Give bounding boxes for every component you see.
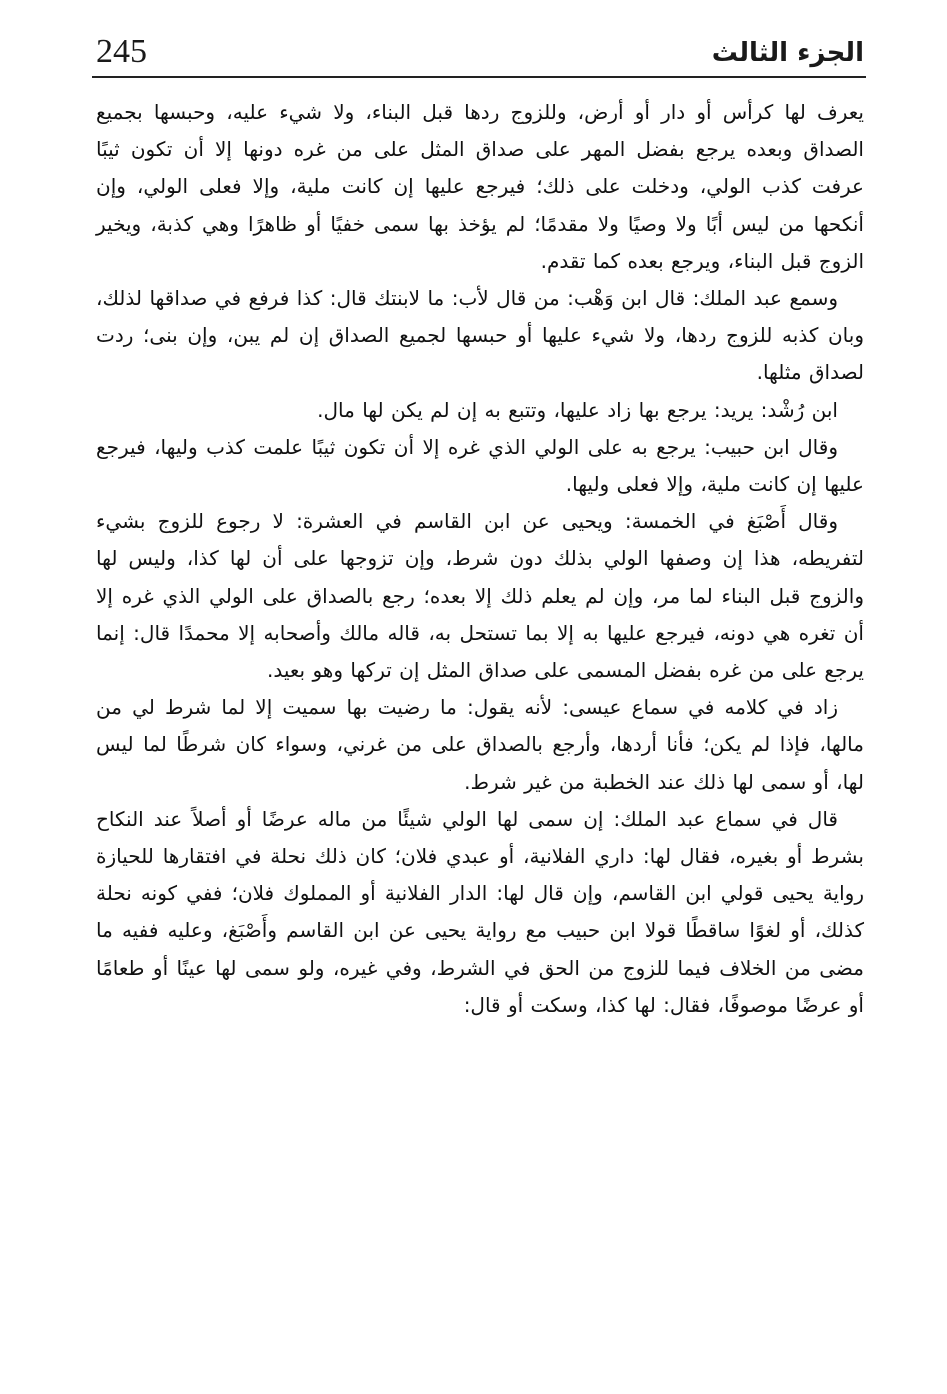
paragraph: يعرف لها كرأس أو دار أو أرض، وللزوج ردها قبل البناء، ولا شيء عليه، وحبسها بجميع الصداق وبعده يرجع بفضل المهر على صداق المثل على من غره دونها إلا أن تكون ثيبًا عرفت كذب الولي، ودخلت على ذلك؛ فيرجع عليها إن كانت ملية، وإلا فعلى الولي، وإن أنكحها من ليس أبًا ولا وصيًا ولا مقدمًا؛ لم يؤخذ بها سمى خفيًا أو ظاهرًا وهي كذبة، ويخير الزوج قبل البناء، ويرجع بعده كما تقدم. [96,100,864,273]
page-header [96,28,864,74]
paragraph: قال في سماع عبد الملك: إن سمى لها الولي شيئًا من ماله عرضًا أو أصلاً عند النكاح بشرط أو بغيره، فقال لها: داري الفلانية، أو عبدي فلان؛ كان ذلك نحلة في افتقارها للحيازة رواية يحيى قولي ابن القاسم، وإن قال لها: الدار الفلانية أو المملوك فلان؛ ففي كونه نحلة كذلك، أو لغوًا ساقطًا قولا ابن حبيب مع رواية يحيى عن ابن القاسم وأَصْبَغ، وعليه ففيه ما مضى من الخلاف فيما للزوج من الحق في الشرط، وفي غيره، ولو سمى لها عينًا أو طعامًا أو عرضًا موصوفًا، فقال: لها كذا، وسكت أو قال: [96,806,864,1017]
page-number: 245 [96,33,147,70]
header-rule [92,76,866,78]
paragraph: ابن رُشْد: يريد: يرجع بها زاد عليها، وتتبع به إن لم يكن لها مال. [317,397,838,422]
paragraph: زاد في كلامه في سماع عيسى: لأنه يقول: ما رضيت بها سميت إلا لما شرط لي من مالها، فإذا لم يكن؛ فأنا أردها، وأرجع بالصداق على من غرني، وسواء كان شرطًا لما ليس لها، أو سمى لها ذلك عند الخطبة من غير شرط. [96,695,864,794]
paragraph: وقال أَصْبَغ في الخمسة: ويحيى عن ابن القاسم في العشرة: لا رجوع للزوج بشيء لتفريطه، هذا إن وصفها الولي بذلك دون شرط، وإن تزوجها على أن لها كذا، وليس لها والزوج قبل البناء لما مر، وإن لم يعلم ذلك إلا بعده؛ رجع بالصداق على الولي الذي غره إلا أن تغره هي دونه، فيرجع عليها به إلا بما تستحل به، قاله مالك وأصحابه إلا محمدًا قال: إنما يرجع على من غره بفضل المسمى على صداق المثل إن تركها وهو بعيد. [96,509,864,683]
paragraph: وسمع عبد الملك: قال ابن وَهْب: من قال لأب: ما لابنتك قال: كذا فرفع في صداقها لذلك، وبان كذبه للزوج ردها، ولا شيء عليها أو حبسها لجميع الصداق إن لم يبن، وإن بنى؛ ردت لصداق مثلها. [96,286,864,385]
paragraph: وقال ابن حبيب: يرجع به على الولي الذي غره إلا أن تكون ثيبًا علمت كذب وليها، فيرجع عليها إن كانت ملية، وإلا فعلى وليها. [96,434,864,497]
running-title: الجزء الثالث [711,38,864,68]
body-text [96,94,864,1024]
